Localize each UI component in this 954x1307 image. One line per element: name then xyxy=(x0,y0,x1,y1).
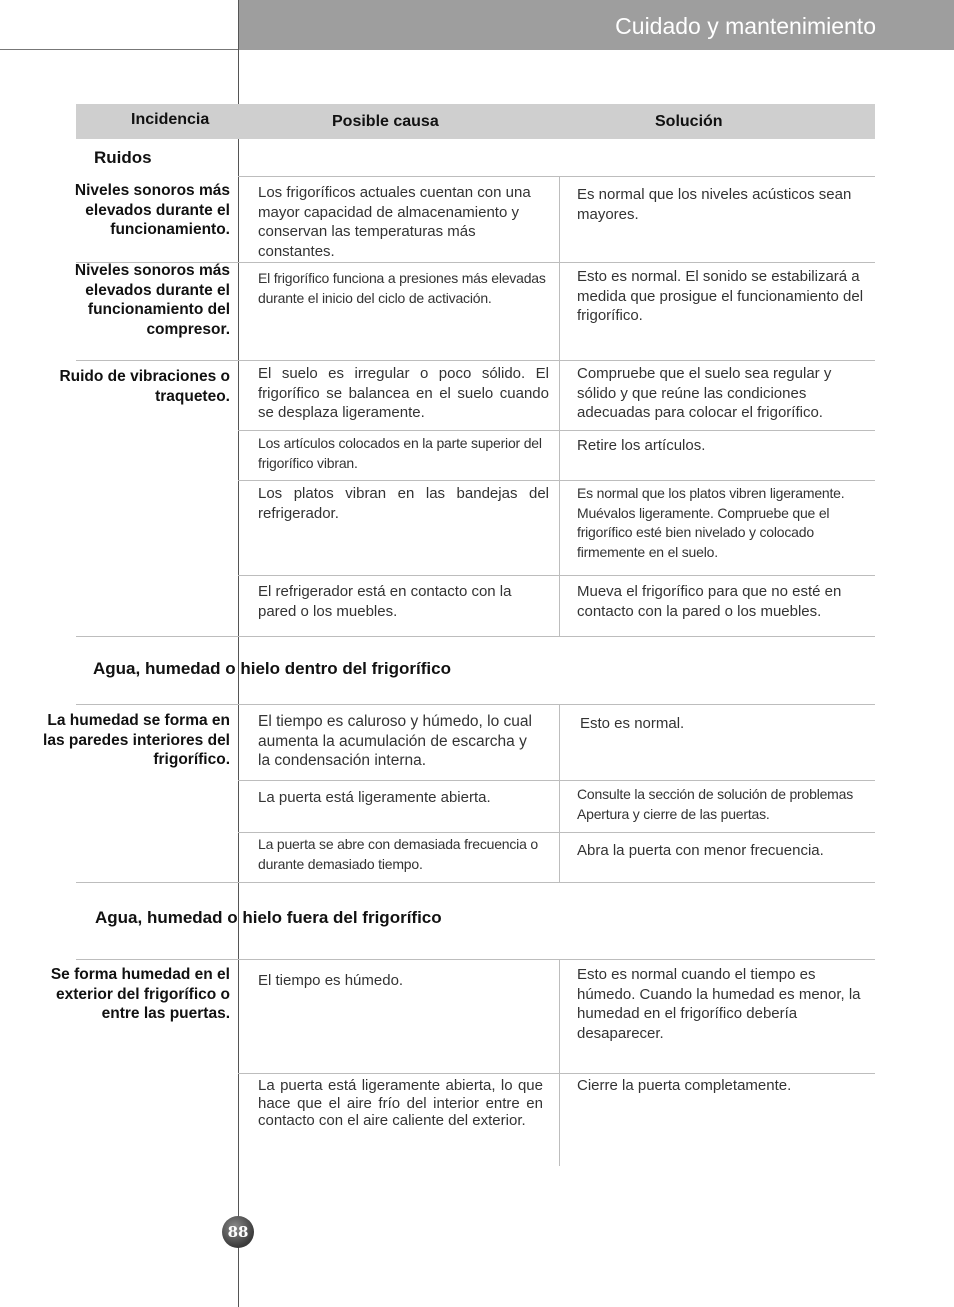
column-header-cause: Posible causa xyxy=(332,113,439,130)
incidence-outside-humidity: Se forma humedad en el exterior del frigorífico o entre las puertas. xyxy=(50,966,230,1022)
row-divider xyxy=(238,176,875,177)
cause-cell: Los frigoríficos actuales cuentan con una mayor capacidad de almacenamiento y conservan las temperaturas más constantes. xyxy=(258,184,531,260)
row-divider xyxy=(238,832,875,833)
column-header-bar xyxy=(76,104,875,139)
solution-cell: Consulte la sección de solución de problemas Apertura y cierre de las puertas. xyxy=(577,786,854,822)
column-divider xyxy=(559,959,560,1166)
cause-cell: El refrigerador está en contacto con la pared o los muebles. xyxy=(258,583,512,620)
solution-cell: Cierre la puerta completamente. xyxy=(577,1077,792,1094)
solution-cell: Esto es normal. El sonido se estabilizará a medida que prosigue el funcionamiento del frigorífico. xyxy=(577,268,864,324)
cause-cell: La puerta está ligeramente abierta. xyxy=(258,789,491,806)
solution-cell: Retire los artículos. xyxy=(577,437,706,454)
column-divider xyxy=(559,176,560,636)
column-header-incidence: Incidencia xyxy=(131,111,210,128)
row-divider xyxy=(238,430,875,431)
solution-cell: Es normal que los platos vibren ligeramente. Muévalos ligeramente. Compruebe que el frigorífico esté bien nivelado y colocado firmemente en el suelo. xyxy=(577,485,845,560)
solution-cell: Mueva el frigorífico para que no esté en contacto con la pared o los muebles. xyxy=(577,583,842,620)
solution-cell: Esto es normal cuando el tiempo es húmedo. Cuando la humedad es menor, la humedad en el frigorífico debería desaparecer. xyxy=(577,966,861,1042)
solution-cell: Compruebe que el suelo sea regular y sólido y que reúne las condiciones adecuadas para colocar el frigorífico. xyxy=(577,365,832,421)
row-divider xyxy=(76,360,875,361)
page-spine-line xyxy=(238,0,239,1307)
cause-cell: El suelo es irregular o poco sólido. El frigorífico se balancea en el suelo cuando se desplaza ligeramente. xyxy=(258,365,549,421)
cause-cell: El frigorífico funciona a presiones más elevadas durante el inicio del ciclo de activación. xyxy=(258,270,546,306)
row-divider xyxy=(76,959,875,960)
row-divider xyxy=(238,1073,875,1074)
cause-cell: El tiempo es caluroso y húmedo, lo cual aumenta la acumulación de escarcha y la condensación interna. xyxy=(258,713,532,769)
incidence-inside-humidity: La humedad se forma en las paredes interiores del frigorífico. xyxy=(43,712,230,768)
row-divider xyxy=(238,480,875,481)
row-divider xyxy=(76,704,875,705)
cause-cell: Los artículos colocados en la parte superior del frigorífico vibran. xyxy=(258,435,542,471)
column-header-solution: Solución xyxy=(655,113,723,130)
cause-cell: Los platos vibran en las bandejas del refrigerador. xyxy=(258,485,549,522)
row-divider xyxy=(238,780,875,781)
page-title: Cuidado y mantenimiento xyxy=(615,13,876,39)
cause-cell: La puerta se abre con demasiada frecuencia o durante demasiado tiempo. xyxy=(258,836,538,872)
section-title-noise: Ruidos xyxy=(94,148,152,167)
section-bottom-divider xyxy=(76,882,875,883)
incidence-noise-compressor: Niveles sonoros más elevados durante el funcionamiento del compresor. xyxy=(74,262,230,338)
incidence-vibration: Ruido de vibraciones o traqueteo. xyxy=(59,368,230,405)
page-number-badge: 88 xyxy=(222,1216,254,1248)
incidence-noise-operation: Niveles sonoros más elevados durante el funcionamiento. xyxy=(74,182,230,238)
header-divider xyxy=(0,49,238,50)
solution-cell: Es normal que los niveles acústicos sean mayores. xyxy=(577,186,852,223)
solution-cell: Esto es normal. xyxy=(580,715,685,732)
solution-cell: Abra la puerta con menor frecuencia. xyxy=(577,842,824,859)
section-title-outside-humidity: Agua, humedad o hielo fuera del frigorífico xyxy=(95,908,442,927)
cause-cell: La puerta está ligeramente abierta, lo que hace que el aire frío del interior entre en contacto con el aire caliente del exterior. xyxy=(258,1077,543,1129)
row-divider xyxy=(238,575,875,576)
cause-cell: El tiempo es húmedo. xyxy=(258,972,404,989)
row-divider xyxy=(238,262,875,263)
section-bottom-divider xyxy=(76,636,875,637)
section-title-inside-humidity: Agua, humedad o hielo dentro del frigorífico xyxy=(93,659,451,678)
column-divider xyxy=(559,704,560,882)
